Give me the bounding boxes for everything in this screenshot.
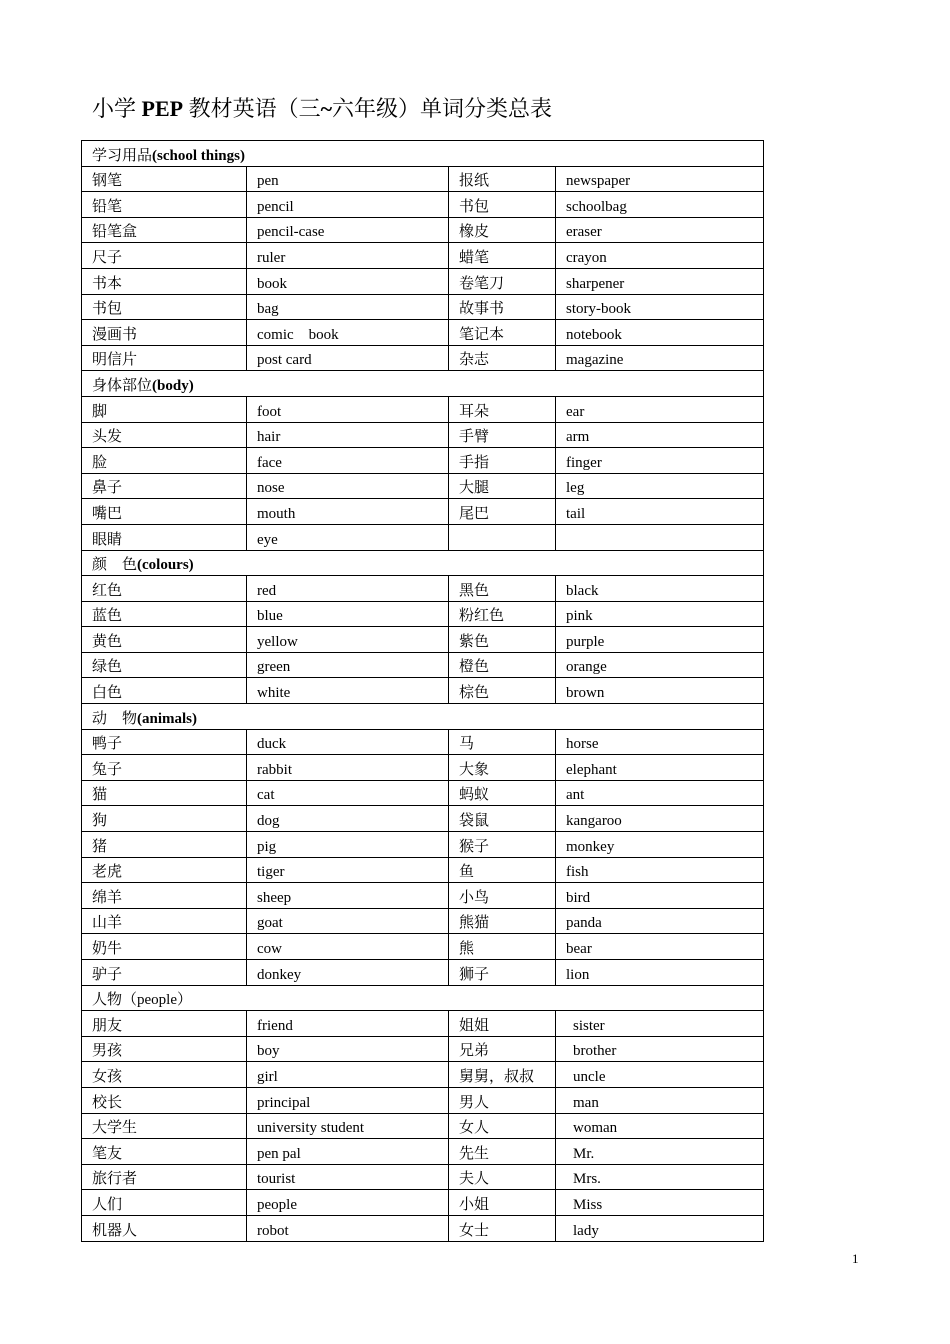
english-word-cell: uncle (556, 1062, 764, 1088)
chinese-word-cell: 校长 (82, 1087, 247, 1113)
english-word-cell: man (556, 1087, 764, 1113)
english-word-cell: story-book (556, 294, 764, 320)
english-word-cell: kangaroo (556, 806, 764, 832)
english-word-cell: pencil (247, 192, 449, 218)
table-row (82, 1139, 764, 1165)
chinese-word-cell: 书包 (82, 294, 247, 320)
table-row (82, 1036, 764, 1062)
table-row (82, 268, 764, 294)
english-word-cell: nose (247, 473, 449, 499)
category-heading (82, 704, 764, 730)
chinese-word-cell: 铅笔盒 (82, 217, 247, 243)
title-part-bold: ~ (320, 96, 333, 121)
chinese-word-cell: 脚 (82, 396, 247, 422)
english-word-cell: finger (556, 448, 764, 474)
chinese-word-cell: 白色 (82, 678, 247, 704)
chinese-word-cell: 笔记本 (449, 320, 556, 346)
page-title (92, 94, 552, 124)
english-word-cell: newspaper (556, 166, 764, 192)
english-word-cell: robot (247, 1215, 449, 1241)
english-word-cell: people (247, 1190, 449, 1216)
category-english: (school things) (152, 147, 245, 164)
english-word-cell: rabbit (247, 755, 449, 781)
category-chinese: 人物 (92, 992, 123, 1009)
english-word-cell: elephant (556, 755, 764, 781)
chinese-word-cell: 小鸟 (449, 883, 556, 909)
table-row (82, 243, 764, 269)
english-word-cell: green (247, 652, 449, 678)
category-english: (colours) (137, 557, 194, 574)
category-heading (82, 141, 764, 167)
title-part: 六年级）单词分类总表 (332, 96, 553, 121)
chinese-word-cell: 鼻子 (82, 473, 247, 499)
table-row (82, 627, 764, 653)
chinese-word-cell: 人们 (82, 1190, 247, 1216)
table-row (82, 1062, 764, 1088)
table-row (82, 780, 764, 806)
english-word-cell: fish (556, 857, 764, 883)
english-word-cell: principal (247, 1087, 449, 1113)
english-word-cell: friend (247, 1011, 449, 1037)
chinese-word-cell: 鸭子 (82, 729, 247, 755)
chinese-word-cell: 漫画书 (82, 320, 247, 346)
chinese-word-cell: 大象 (449, 755, 556, 781)
english-word-cell: pink (556, 601, 764, 627)
chinese-word-cell: 女孩 (82, 1062, 247, 1088)
table-row (82, 1190, 764, 1216)
english-word-cell: Miss (556, 1190, 764, 1216)
english-word-cell: tourist (247, 1164, 449, 1190)
table-row (82, 524, 764, 550)
chinese-word-cell: 书包 (449, 192, 556, 218)
english-word-cell: foot (247, 396, 449, 422)
category-english: (body) (152, 377, 194, 394)
english-word-cell: crayon (556, 243, 764, 269)
chinese-word-cell: 姐姐 (449, 1011, 556, 1037)
page-number: 1 (852, 1251, 859, 1266)
english-word-cell: post card (247, 345, 449, 371)
chinese-word-cell: 先生 (449, 1139, 556, 1165)
english-word-cell: lion (556, 960, 764, 986)
chinese-word-cell: 故事书 (449, 294, 556, 320)
chinese-word-cell: 旅行者 (82, 1164, 247, 1190)
category-row (82, 371, 764, 397)
table-row (82, 576, 764, 602)
chinese-word-cell: 猪 (82, 832, 247, 858)
english-word-cell: duck (247, 729, 449, 755)
vocabulary-table-body (82, 141, 764, 1242)
english-word-cell: lady (556, 1215, 764, 1241)
chinese-word-cell: 驴子 (82, 960, 247, 986)
category-chinese: 颜 色 (92, 557, 138, 574)
chinese-word-cell: 鱼 (449, 857, 556, 883)
chinese-word-cell: 兄弟 (449, 1036, 556, 1062)
table-row (82, 192, 764, 218)
chinese-word-cell: 夫人 (449, 1164, 556, 1190)
table-row (82, 499, 764, 525)
english-word-cell: mouth (247, 499, 449, 525)
english-word-cell: comic book (247, 320, 449, 346)
table-row (82, 934, 764, 960)
table-row (82, 678, 764, 704)
chinese-word-cell: 眼睛 (82, 524, 247, 550)
table-row (82, 601, 764, 627)
chinese-word-cell: 马 (449, 729, 556, 755)
table-row (82, 422, 764, 448)
table-row (82, 1113, 764, 1139)
english-word-cell: girl (247, 1062, 449, 1088)
table-row (82, 217, 764, 243)
english-word-cell: white (247, 678, 449, 704)
table-row (82, 396, 764, 422)
english-word-cell: ear (556, 396, 764, 422)
english-word-cell: bear (556, 934, 764, 960)
english-word-cell: bag (247, 294, 449, 320)
category-english: （people） (122, 992, 192, 1009)
table-row (82, 448, 764, 474)
english-word-cell: woman (556, 1113, 764, 1139)
table-row (82, 1215, 764, 1241)
table-row (82, 345, 764, 371)
chinese-word-cell: 熊 (449, 934, 556, 960)
chinese-word-cell: 绿色 (82, 652, 247, 678)
title-part-bold: PEP (141, 96, 184, 121)
chinese-word-cell: 朋友 (82, 1011, 247, 1037)
category-heading (82, 550, 764, 576)
chinese-word-cell: 蓝色 (82, 601, 247, 627)
english-word-cell: red (247, 576, 449, 602)
chinese-word-cell: 笔友 (82, 1139, 247, 1165)
english-word-cell: eraser (556, 217, 764, 243)
title-part: 教材英语（三 (183, 96, 321, 121)
english-word-cell: pen pal (247, 1139, 449, 1165)
english-word-cell: blue (247, 601, 449, 627)
chinese-word-cell: 猴子 (449, 832, 556, 858)
chinese-word-cell: 手臂 (449, 422, 556, 448)
chinese-word-cell: 猫 (82, 780, 247, 806)
chinese-word-cell: 手指 (449, 448, 556, 474)
english-word-cell: university student (247, 1113, 449, 1139)
chinese-word-cell: 紫色 (449, 627, 556, 653)
english-word-cell: black (556, 576, 764, 602)
english-word-cell: face (247, 448, 449, 474)
english-word-cell: sheep (247, 883, 449, 909)
chinese-word-cell: 女士 (449, 1215, 556, 1241)
chinese-word-cell: 小姐 (449, 1190, 556, 1216)
table-row (82, 294, 764, 320)
english-word-cell: brown (556, 678, 764, 704)
table-row (82, 166, 764, 192)
chinese-word-cell: 狗 (82, 806, 247, 832)
english-word-cell: leg (556, 473, 764, 499)
english-word-cell: cat (247, 780, 449, 806)
chinese-word-cell: 男人 (449, 1087, 556, 1113)
table-row (82, 1087, 764, 1113)
chinese-word-cell: 狮子 (449, 960, 556, 986)
english-word-cell: pig (247, 832, 449, 858)
table-row (82, 832, 764, 858)
chinese-word-cell: 绵羊 (82, 883, 247, 909)
english-word-cell: monkey (556, 832, 764, 858)
table-row (82, 960, 764, 986)
chinese-word-cell: 明信片 (82, 345, 247, 371)
chinese-word-cell: 蜡笔 (449, 243, 556, 269)
english-word-cell: donkey (247, 960, 449, 986)
chinese-word-cell: 橡皮 (449, 217, 556, 243)
english-word-cell: sister (556, 1011, 764, 1037)
chinese-word-cell: 尺子 (82, 243, 247, 269)
english-word-cell: hair (247, 422, 449, 448)
chinese-word-cell: 书本 (82, 268, 247, 294)
english-word-cell: dog (247, 806, 449, 832)
english-word-cell: orange (556, 652, 764, 678)
english-word-cell: sharpener (556, 268, 764, 294)
english-word-cell: eye (247, 524, 449, 550)
category-chinese: 学习用品 (92, 147, 153, 164)
english-word-cell: bird (556, 883, 764, 909)
english-word-cell: notebook (556, 320, 764, 346)
english-word-cell: schoolbag (556, 192, 764, 218)
chinese-word-cell: 耳朵 (449, 396, 556, 422)
english-word-cell: panda (556, 908, 764, 934)
english-word-cell: pen (247, 166, 449, 192)
chinese-word-cell: 大学生 (82, 1113, 247, 1139)
english-word-cell: boy (247, 1036, 449, 1062)
chinese-word-cell: 山羊 (82, 908, 247, 934)
chinese-word-cell: 老虎 (82, 857, 247, 883)
chinese-word-cell: 钢笔 (82, 166, 247, 192)
english-word-cell: cow (247, 934, 449, 960)
chinese-word-cell: 橙色 (449, 652, 556, 678)
english-word-cell: ant (556, 780, 764, 806)
english-word-cell: tiger (247, 857, 449, 883)
table-row (82, 908, 764, 934)
chinese-word-cell: 脸 (82, 448, 247, 474)
english-word-cell: pencil-case (247, 217, 449, 243)
table-row (82, 652, 764, 678)
chinese-word-cell: 粉红色 (449, 601, 556, 627)
category-row (82, 141, 764, 167)
table-row (82, 1164, 764, 1190)
chinese-word-cell (449, 524, 556, 550)
chinese-word-cell: 袋鼠 (449, 806, 556, 832)
chinese-word-cell: 大腿 (449, 473, 556, 499)
english-word-cell: Mr. (556, 1139, 764, 1165)
english-word-cell: arm (556, 422, 764, 448)
category-row (82, 550, 764, 576)
english-word-cell: horse (556, 729, 764, 755)
table-row (82, 857, 764, 883)
vocabulary-table (81, 140, 764, 1242)
table-row (82, 729, 764, 755)
english-word-cell: goat (247, 908, 449, 934)
chinese-word-cell: 棕色 (449, 678, 556, 704)
english-word-cell: Mrs. (556, 1164, 764, 1190)
chinese-word-cell: 尾巴 (449, 499, 556, 525)
category-chinese: 身体部位 (92, 377, 153, 394)
chinese-word-cell: 女人 (449, 1113, 556, 1139)
chinese-word-cell: 黄色 (82, 627, 247, 653)
chinese-word-cell: 铅笔 (82, 192, 247, 218)
chinese-word-cell: 熊猫 (449, 908, 556, 934)
chinese-word-cell: 嘴巴 (82, 499, 247, 525)
chinese-word-cell: 头发 (82, 422, 247, 448)
english-word-cell: book (247, 268, 449, 294)
english-word-cell: tail (556, 499, 764, 525)
table-row (82, 883, 764, 909)
table-row (82, 806, 764, 832)
table-row (82, 473, 764, 499)
chinese-word-cell: 兔子 (82, 755, 247, 781)
chinese-word-cell: 舅舅，叔叔 (449, 1062, 556, 1088)
english-word-cell: yellow (247, 627, 449, 653)
chinese-word-cell: 黑色 (449, 576, 556, 602)
table-row (82, 320, 764, 346)
english-word-cell: ruler (247, 243, 449, 269)
chinese-word-cell: 奶牛 (82, 934, 247, 960)
chinese-word-cell: 卷笔刀 (449, 268, 556, 294)
chinese-word-cell: 报纸 (449, 166, 556, 192)
chinese-word-cell: 红色 (82, 576, 247, 602)
english-word-cell (556, 524, 764, 550)
english-word-cell: magazine (556, 345, 764, 371)
title-part: 小学 (92, 96, 142, 121)
english-word-cell: purple (556, 627, 764, 653)
chinese-word-cell: 蚂蚁 (449, 780, 556, 806)
table-row (82, 1011, 764, 1037)
english-word-cell: brother (556, 1036, 764, 1062)
chinese-word-cell: 男孩 (82, 1036, 247, 1062)
category-heading (82, 371, 764, 397)
category-row (82, 985, 764, 1011)
category-heading (82, 985, 764, 1011)
category-chinese: 动 物 (92, 710, 138, 727)
category-english: (animals) (137, 710, 198, 727)
chinese-word-cell: 杂志 (449, 345, 556, 371)
category-row (82, 704, 764, 730)
chinese-word-cell: 机器人 (82, 1215, 247, 1241)
table-row (82, 755, 764, 781)
